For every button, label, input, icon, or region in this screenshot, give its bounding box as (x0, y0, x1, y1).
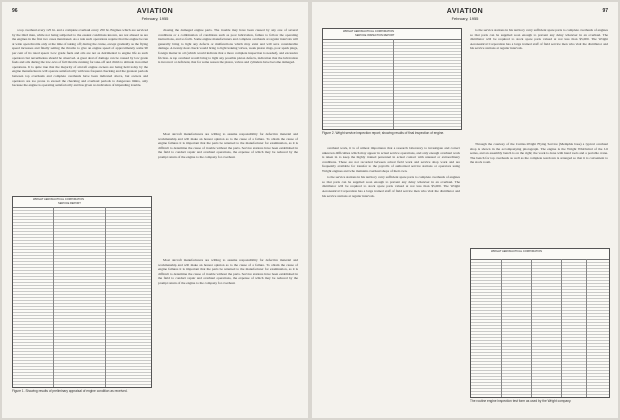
right-page-title: AVIATION (446, 8, 484, 15)
right-col1-paragraph-2: to the service stations in his territory carry sufficient spare parts to complete overhauls of engines so that parts can be supplied soon enough to prevent any delay whatever in an overhaul. The distributor will be required to stock spare parts valued at not less than $5,000. The Wright Aeronautical Corporation has a large trained staff of field service men who visit the distributor and his service stations at regular intervals. (322, 175, 460, 198)
left-column-1 (12, 28, 148, 188)
right-col1-paragraph: overhaul work, it is of utmost importance that a research laboratory to investigate and correct unknown difficulties which may appear in actual service operations, and only enough overhaul work is taken in to keep the highly trained personnel in actual contact with unusual or extraordinary conditions. These are not recorded between actual field work and service shop work and are frequently available for transfer to the payrolls of authorized service stations or operators using Wright engines and who maintain overhaul shops of their own. (322, 146, 460, 173)
right-form-lines (323, 40, 461, 129)
left-page-date: February, 1955 (141, 16, 169, 21)
left-page (2, 2, 308, 418)
right-figure-caption: Figure 2. Wright service inspection report; showing results of final inspection of engine. (322, 131, 445, 135)
left-col2-paragraph: chasing the damaged engine parts. The trouble may have been caused by any one of several conditions or a combination of conditions such as poor lubrication, failure to follow the operating instructions, and so forth. Some engine manufacturers and complete overhauls at regular intervals will generally bring to light any defects or malfunctions which may exist and will save considerable damage. A twenty-hour check would bring to light leaking valves, weak piston rings, poor spark plugs, foreign matter in oil (which would indicate that a more complete inspection is needed), and excessive friction. A top overhaul would bring to light any possible piston defects, indication that the lubrication is incorrect or deficient, that for some reason the piston, valves and cylinders have become damaged. (158, 28, 298, 65)
left-col2b-paragraph: Most aircraft manufacturers are willing to assume responsibility for defective material and workmanship and will make an honest opinion as to the cause of a failure. To obtain the cause of engine failures it is important that the parts be returned to the manufacturer for examination, as it is difficult to determine the cause of trouble without the parts. Service stations have been established in the field to conduct repair and overhaul operations, the expense of which may be reduced by the prompt return of the engine to the company for overhaul. (158, 132, 298, 159)
left-form-title: WRIGHT AERONAUTICAL CORPORATION (33, 198, 84, 201)
right-page (312, 2, 618, 418)
left-column-2c (158, 258, 298, 408)
right-test-form-header (471, 249, 609, 260)
right-test-form-lines (471, 260, 609, 397)
right-form-header (323, 29, 461, 40)
right-column-3 (470, 142, 608, 242)
left-col1-paragraph: a top overhaul every 125 hr. and a complete overhaul every 250 hr. Engines which are serviced by the third man, while not being subjected to the easiest conditions known, are not abused as are the engines in the first two cases mentioned. As a rule such operations require that the engine be run at wide open throttle only at the time of taking off; during the cruise, except gradually as the flying speed increases and finally setting the throttle to give an engine speed of approximately some 90 per cent of its rated speed. Low grade fuels and oils are not as detrimental to engine life as such operators but nevertheless should be observed. A great deal of damage can be caused by low grade fuels and oils during the low-revs of full throttle running for take-off and climb to altitude in normal operations. It is quite true that the majority of aircraft engine owners are being held today by the engine manufacturers will operate satisfactorily with less frequent checking and the greatest periods between top overhauls and complete overhauls have been indicated above, but owners and operators are too prone to exceed the checking and overhaul periods to dangerous limits, only because the engine is operating satisfactorily and has given no indication of impending trouble. (12, 28, 148, 88)
left-column-2 (158, 28, 298, 128)
left-page-header (12, 8, 298, 24)
right-inspection-form (322, 28, 462, 130)
right-test-form-title: WRIGHT AERONAUTICAL CORPORATION (491, 250, 542, 253)
left-service-form (12, 196, 152, 388)
left-page-title: AVIATION (136, 8, 174, 15)
left-col2c-paragraph: Most aircraft manufacturers are willing to assume responsibility for defective material and workmanship and will make an honest opinion as to the cause of a failure. To obtain the cause of engine failures it is important that the parts be returned to the manufacturer for examination, as it is difficult to determine the cause of trouble without the parts. Service stations have been established in the field to conduct repair and overhaul operations, the expense of which may be reduced by the prompt return of the engine to the company for overhaul. (158, 258, 298, 285)
right-column-1 (322, 146, 460, 410)
left-form-subtitle: SERVICE REPORT (58, 202, 81, 205)
right-form-subtitle: SERVICE INSPECTION REPORT (355, 34, 395, 37)
left-form-header (13, 197, 151, 208)
right-form-title: WRIGHT AERONAUTICAL CORPORATION (343, 30, 394, 33)
right-test-figure-caption: The routine engine inspection test form as used by the Wright company. (470, 399, 572, 403)
right-col2-paragraph: to the service stations in his territory carry sufficient spare parts to complete overhauls of engines so that parts can be supplied soon enough to prevent any delay whatever in an overhaul. The distributor will be required to stock spare parts valued at not less than $5,000. The Wright Aeronautical Corporation has a large trained staff of field service men who visit the distributor and his service stations at regular intervals. (470, 28, 608, 51)
right-test-form (470, 248, 610, 398)
right-column-2 (470, 28, 608, 138)
right-page-date: February, 1955 (451, 16, 479, 21)
left-column-2b (158, 132, 298, 252)
left-form-lines (13, 208, 151, 387)
right-page-header (322, 8, 608, 24)
left-page-number: 96 (12, 8, 18, 14)
left-figure-caption: Figure 1. Showing results of preliminary appraisal of engine condition as received. (12, 389, 128, 393)
right-page-number: 97 (602, 8, 608, 14)
right-col3-paragraph: Through the courtesy of the Curtiss-Wright Flying Service (Memphis base) a typical overhaul shop is shown in the accompanying photograph. The engine is the Wright Whirlwind of the J-6 series, and an assembly bench is on the right; the work is done with hand tools and a portable crane. The bench for top overhauls as well as the complete teardown is arranged so that it is convenient to the stock room. (470, 142, 608, 165)
